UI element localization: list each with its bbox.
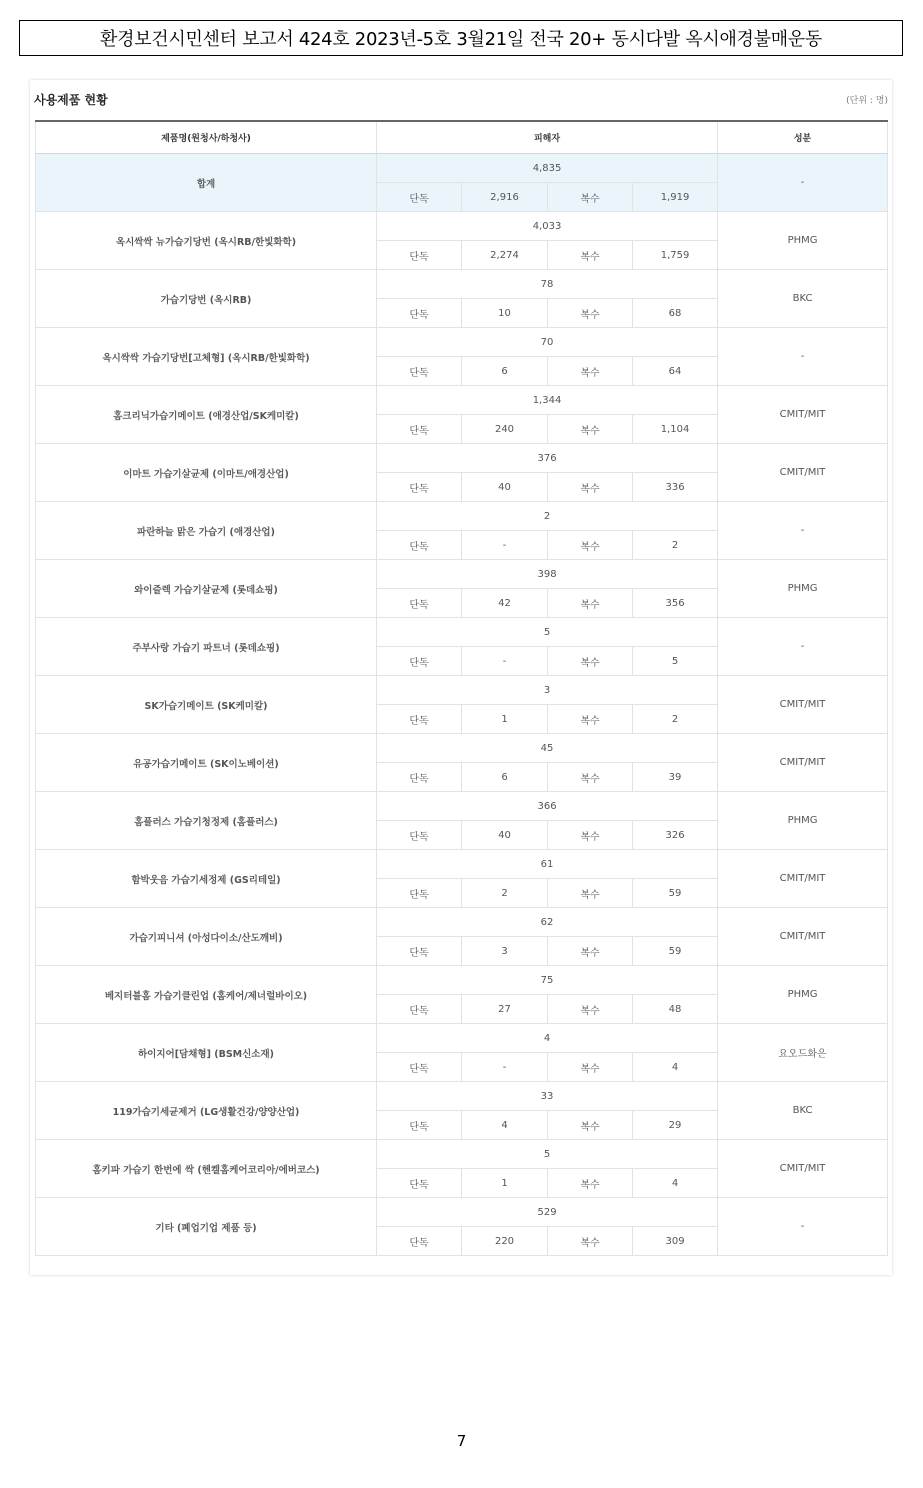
ingredient-value: CMIT/MIT xyxy=(718,444,888,502)
summary-total: 4,835 xyxy=(377,154,718,183)
product-name: 홈키파 가습기 한번에 싹 (헨켈홈케어코리아/에버코스) xyxy=(36,1140,377,1198)
table-row xyxy=(36,386,888,415)
single-label: 단독 xyxy=(377,531,462,560)
multiple-count: 5 xyxy=(633,647,718,676)
multiple-label: 복수 xyxy=(548,763,633,792)
ingredient-value: CMIT/MIT xyxy=(718,1140,888,1198)
product-name: 함박웃음 가습기세정제 (GS리테일) xyxy=(36,850,377,908)
product-name: 홈플러스 가습기청정제 (홈플러스) xyxy=(36,792,377,850)
multiple-label: 복수 xyxy=(548,995,633,1024)
single-count: 220 xyxy=(462,1227,548,1256)
multiple-label: 복수 xyxy=(548,1169,633,1198)
ingredient-value: BKC xyxy=(718,1082,888,1140)
single-count: 4 xyxy=(462,1111,548,1140)
multiple-count: 336 xyxy=(633,473,718,502)
ingredient-value: CMIT/MIT xyxy=(718,676,888,734)
single-label: 단독 xyxy=(377,821,462,850)
single-count: 42 xyxy=(462,589,548,618)
single-count: 40 xyxy=(462,473,548,502)
table-row xyxy=(36,502,888,531)
table-row xyxy=(36,734,888,763)
victim-total: 5 xyxy=(377,1140,718,1169)
victim-total: 70 xyxy=(377,328,718,357)
multiple-count: 2 xyxy=(633,531,718,560)
victim-total: 61 xyxy=(377,850,718,879)
single-label: 단독 xyxy=(377,1169,462,1198)
multiple-count: 29 xyxy=(633,1111,718,1140)
product-usage-panel xyxy=(30,80,892,1275)
single-label: 단독 xyxy=(377,357,462,386)
multiple-label: 복수 xyxy=(548,241,633,270)
ingredient-value: CMIT/MIT xyxy=(718,734,888,792)
product-name: 기타 (폐업기업 제품 등) xyxy=(36,1198,377,1256)
product-name: 옥시싹싹 가습기당번[고체형] (옥시RB/한빛화학) xyxy=(36,328,377,386)
single-count: - xyxy=(462,647,548,676)
victim-total: 75 xyxy=(377,966,718,995)
summary-ingredient: - xyxy=(718,154,888,212)
report-title: 환경보건시민센터 보고서 424호 2023년-5호 3월21일 전국 20+ 동시다발 옥시애경불매운동 xyxy=(100,29,822,50)
multiple-count: 356 xyxy=(633,589,718,618)
summary-row xyxy=(36,154,888,183)
product-name: SK가습기메이트 (SK케미칼) xyxy=(36,676,377,734)
ingredient-value: CMIT/MIT xyxy=(718,386,888,444)
single-label: 단독 xyxy=(377,1111,462,1140)
table-row xyxy=(36,328,888,357)
single-count: 1 xyxy=(462,1169,548,1198)
ingredient-value: CMIT/MIT xyxy=(718,908,888,966)
single-count: 10 xyxy=(462,299,548,328)
multiple-label: 복수 xyxy=(548,531,633,560)
single-count: 240 xyxy=(462,415,548,444)
multiple-label: 복수 xyxy=(548,879,633,908)
page-number: 7 xyxy=(456,1432,467,1450)
single-label: 단독 xyxy=(377,1227,462,1256)
single-count: 40 xyxy=(462,821,548,850)
victim-total: 45 xyxy=(377,734,718,763)
multiple-count: 39 xyxy=(633,763,718,792)
summary-multiple: 1,919 xyxy=(633,183,718,212)
product-name: 유공가습기메이트 (SK이노베이션) xyxy=(36,734,377,792)
section-title: 사용제품 현황 xyxy=(34,93,108,107)
ingredient-value: PHMG xyxy=(718,560,888,618)
single-label: 단독 xyxy=(377,705,462,734)
ingredient-value: - xyxy=(718,328,888,386)
multiple-count: 48 xyxy=(633,995,718,1024)
table-row xyxy=(36,676,888,705)
single-label: 단독 xyxy=(377,183,462,212)
header-product: 제품명(원청사/하청사) xyxy=(36,121,377,154)
multiple-label: 복수 xyxy=(548,589,633,618)
table-row xyxy=(36,1198,888,1227)
single-label: 단독 xyxy=(377,1053,462,1082)
ingredient-value: - xyxy=(718,618,888,676)
multiple-count: 326 xyxy=(633,821,718,850)
multiple-label: 복수 xyxy=(548,647,633,676)
ingredient-value: BKC xyxy=(718,270,888,328)
multiple-label: 복수 xyxy=(548,415,633,444)
single-count: 2 xyxy=(462,879,548,908)
multiple-label: 복수 xyxy=(548,357,633,386)
summary-single: 2,916 xyxy=(462,183,548,212)
victim-total: 4 xyxy=(377,1024,718,1053)
product-name: 가습기당번 (옥시RB) xyxy=(36,270,377,328)
victim-total: 62 xyxy=(377,908,718,937)
victim-total: 376 xyxy=(377,444,718,473)
ingredient-value: CMIT/MIT xyxy=(718,850,888,908)
single-label: 단독 xyxy=(377,879,462,908)
product-name: 옥시싹싹 뉴가습기당번 (옥시RB/한빛화학) xyxy=(36,212,377,270)
multiple-label: 복수 xyxy=(548,937,633,966)
multiple-count: 1,759 xyxy=(633,241,718,270)
ingredient-value: PHMG xyxy=(718,792,888,850)
victim-total: 1,344 xyxy=(377,386,718,415)
single-label: 단독 xyxy=(377,937,462,966)
header-victims: 피해자 xyxy=(377,121,718,154)
product-name: 베지터블홈 가습기클린업 (홈케어/제너럴바이오) xyxy=(36,966,377,1024)
product-name: 이마트 가습기살균제 (이마트/애경산업) xyxy=(36,444,377,502)
single-count: 1 xyxy=(462,705,548,734)
table-row xyxy=(36,212,888,241)
ingredient-value: PHMG xyxy=(718,212,888,270)
single-label: 단독 xyxy=(377,589,462,618)
single-label: 단독 xyxy=(377,241,462,270)
report-header xyxy=(19,20,903,56)
victim-total: 398 xyxy=(377,560,718,589)
unit-label: (단위 : 명) xyxy=(846,96,888,106)
product-name: 가습기피니셔 (아성다이소/산도깨비) xyxy=(36,908,377,966)
ingredient-value: - xyxy=(718,1198,888,1256)
single-label: 단독 xyxy=(377,415,462,444)
ingredient-value: 요오드화은 xyxy=(718,1024,888,1082)
multiple-count: 59 xyxy=(633,937,718,966)
single-label: 단독 xyxy=(377,763,462,792)
table-row xyxy=(36,1082,888,1111)
table-row xyxy=(36,792,888,821)
table-row xyxy=(36,1024,888,1053)
multiple-label: 복수 xyxy=(548,1053,633,1082)
single-count: - xyxy=(462,1053,548,1082)
victim-total: 529 xyxy=(377,1198,718,1227)
victim-total: 33 xyxy=(377,1082,718,1111)
multiple-count: 4 xyxy=(633,1169,718,1198)
product-table xyxy=(35,120,888,1256)
multiple-count: 1,104 xyxy=(633,415,718,444)
multiple-label: 복수 xyxy=(548,299,633,328)
table-row xyxy=(36,850,888,879)
table-header-row xyxy=(36,121,888,154)
product-name: 119가습기세균제거 (LG생활건강/양양산업) xyxy=(36,1082,377,1140)
victim-total: 3 xyxy=(377,676,718,705)
victim-total: 78 xyxy=(377,270,718,299)
victim-total: 4,033 xyxy=(377,212,718,241)
table-row xyxy=(36,444,888,473)
multiple-count: 59 xyxy=(633,879,718,908)
product-name: 파란하늘 맑은 가습기 (애경산업) xyxy=(36,502,377,560)
single-count: 6 xyxy=(462,357,548,386)
victim-total: 5 xyxy=(377,618,718,647)
table-row xyxy=(36,618,888,647)
product-name: 홈크리닉가습기메이트 (애경산업/SK케미칼) xyxy=(36,386,377,444)
multiple-label: 복수 xyxy=(548,1111,633,1140)
multiple-label: 복수 xyxy=(548,821,633,850)
header-ingredient: 성분 xyxy=(718,121,888,154)
single-label: 단독 xyxy=(377,647,462,676)
multiple-count: 2 xyxy=(633,705,718,734)
ingredient-value: - xyxy=(718,502,888,560)
multiple-label: 복수 xyxy=(548,473,633,502)
single-count: 3 xyxy=(462,937,548,966)
ingredient-value: PHMG xyxy=(718,966,888,1024)
multiple-count: 4 xyxy=(633,1053,718,1082)
victim-total: 2 xyxy=(377,502,718,531)
single-label: 단독 xyxy=(377,299,462,328)
table-row xyxy=(36,966,888,995)
product-name: 하이지어[담채형] (BSM신소재) xyxy=(36,1024,377,1082)
single-label: 단독 xyxy=(377,473,462,502)
product-name: 와이즐렉 가습기살균제 (롯데쇼핑) xyxy=(36,560,377,618)
summary-name: 합계 xyxy=(36,154,377,212)
single-count: - xyxy=(462,531,548,560)
table-row xyxy=(36,1140,888,1169)
multiple-label: 복수 xyxy=(548,1227,633,1256)
product-name: 주부사랑 가습기 파트너 (롯데쇼핑) xyxy=(36,618,377,676)
victim-total: 366 xyxy=(377,792,718,821)
multiple-label: 복수 xyxy=(548,705,633,734)
multiple-count: 68 xyxy=(633,299,718,328)
multiple-count: 64 xyxy=(633,357,718,386)
table-row xyxy=(36,270,888,299)
single-count: 6 xyxy=(462,763,548,792)
single-label: 단독 xyxy=(377,995,462,1024)
table-row xyxy=(36,908,888,937)
single-count: 2,274 xyxy=(462,241,548,270)
single-count: 27 xyxy=(462,995,548,1024)
multiple-label: 복수 xyxy=(548,183,633,212)
multiple-count: 309 xyxy=(633,1227,718,1256)
table-row xyxy=(36,560,888,589)
